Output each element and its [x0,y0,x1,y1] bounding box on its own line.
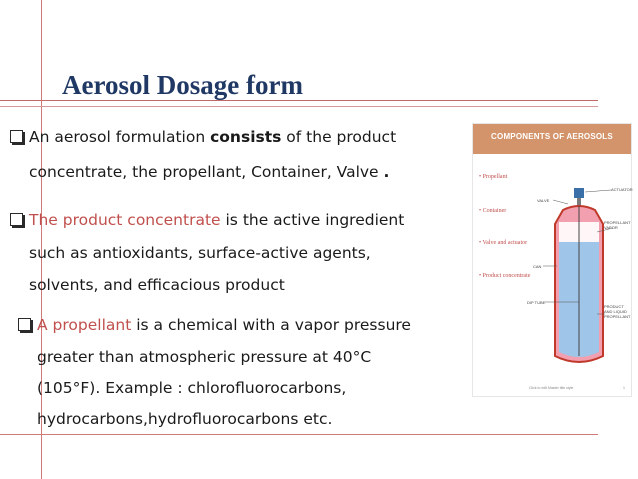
left-border-line [41,0,42,479]
text-segment: hydrocarbons,hydrofluorocarbons etc. [37,410,333,428]
text-segment: . [383,163,390,181]
figure-item-container: • Container [479,208,507,214]
bullet-1-line-2 [29,163,389,181]
figure-footer: Click to edit Master title style [529,386,574,390]
label-propellant-vapor: PROPELLANT VAPOR [604,220,631,230]
actuator-shape [574,188,584,198]
figure-item-product: • Product concentrate [479,273,531,279]
text-segment: is a chemical with a vapor pressure [131,316,411,334]
text-segment: solvents, and efficacious product [29,276,285,294]
text-segment: is the active ingredient [220,211,405,229]
figure-page-number: 1 [623,386,625,390]
text-segment: The product concentrate [29,211,221,229]
text-segment: An aerosol formulation [29,128,211,146]
label-valve: VALVE [537,198,550,203]
bullet-3-line-1 [18,316,411,334]
text-segment: concentrate, the propellant, Container, Valve [29,163,384,181]
text-segment: such as antioxidants, surface-active agents, [29,244,371,262]
aerosol-components-figure [472,123,632,397]
figure-title: COMPONENTS OF AEROSOLS [491,132,613,141]
bullet-3-line-3 [37,379,346,397]
aerosol-can-diagram [473,124,631,396]
text-segment: A propellant [37,316,132,334]
label-actuator: ACTUATOR [611,187,633,192]
slide-title: Aerosol Dosage form [62,70,303,100]
bullet-3-line-2 [37,348,371,366]
bullet-2-line-3 [29,276,285,294]
bullet-1-line-1 [10,128,396,146]
text-segment: (105°F). Example : chlorofluorocarbons, [37,379,347,397]
text-segment: greater than atmospheric pressure at 40°C [37,348,372,366]
bullet-3-line-4 [37,410,332,428]
figure-item-propellant: • Propellant [479,174,508,180]
bottom-border-line [0,434,598,435]
text-segment: of the product [281,128,397,146]
figure-item-valve: • Valve and actuator [479,240,528,246]
label-can: CAN [533,264,542,269]
text-segment: consists [210,128,282,146]
bullet-2-line-2 [29,244,371,262]
checkbox-bullet-icon [18,318,31,331]
checkbox-bullet-icon [10,130,23,143]
label-dip-tube: DIP TUBE [527,300,546,305]
checkbox-bullet-icon [10,213,23,226]
label-product-liquid-propellant: PRODUCT AND LIQUID PROPELLANT [604,304,631,319]
title-underline-secondary [0,106,598,107]
valve-stem-shape [577,198,581,206]
bullet-2-line-1 [10,211,404,229]
